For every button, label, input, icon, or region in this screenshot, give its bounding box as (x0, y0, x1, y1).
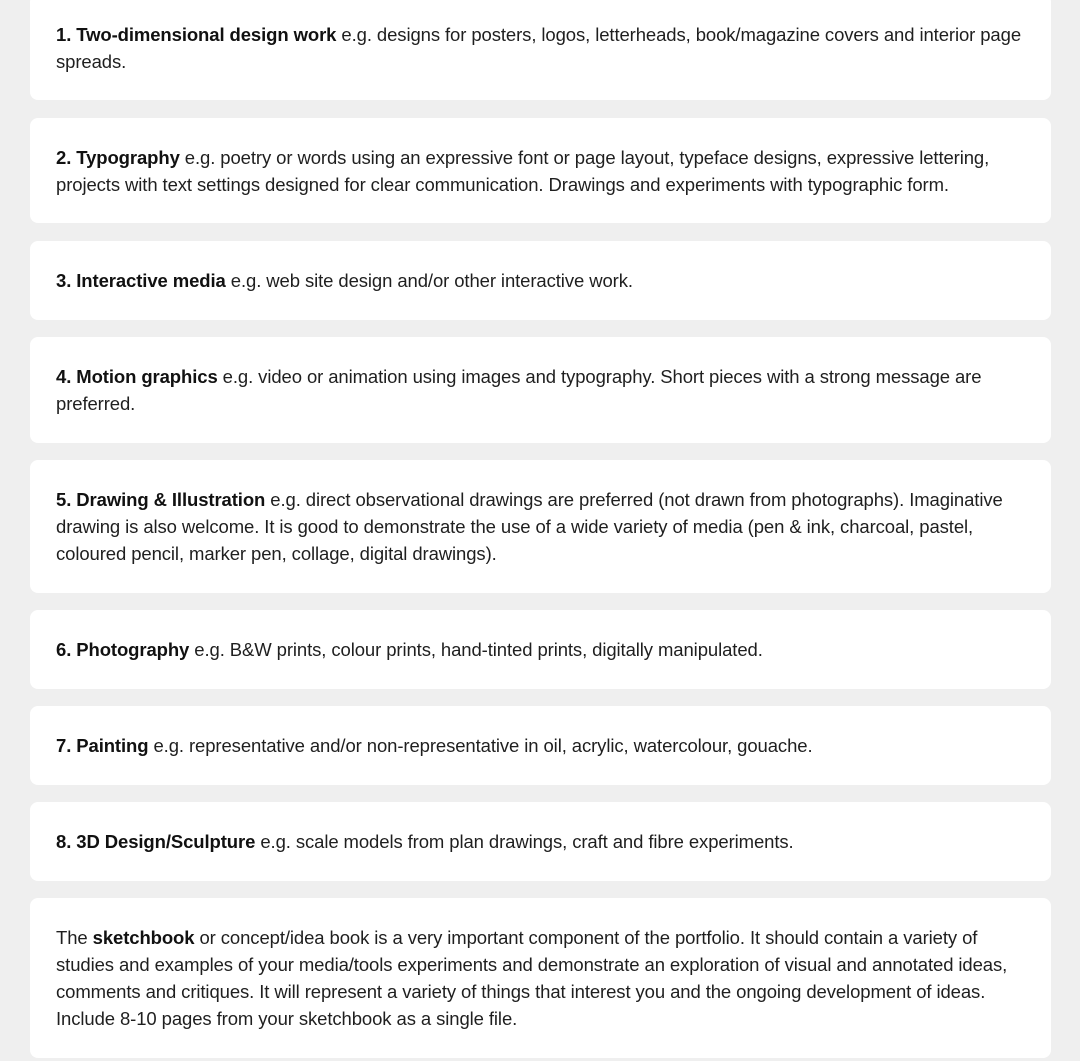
category-description (56, 732, 1021, 759)
sketchbook-description (56, 924, 1021, 1032)
category-title: 5. Drawing & Illustration (56, 489, 266, 510)
category-text: e.g. direct observational drawings are preferred (not drawn from photographs). Imaginative drawing is also welcome. It is good to demonstrate the use of a wide variety of media (pen & ink, charcoal, pastel, coloured pencil, marker pen, collage, digital drawings). (56, 489, 1003, 564)
category-text: e.g. designs for posters, logos, letterheads, book/magazine covers and interior page spreads. (56, 24, 1022, 72)
sketchbook-keyword: sketchbook (92, 927, 195, 948)
category-card-3d-design-sculpture (30, 802, 1051, 881)
category-title: 3. Interactive media (56, 270, 226, 291)
category-description (56, 828, 1021, 855)
category-title: 1. Two-dimensional design work (56, 24, 337, 45)
category-card-typography (30, 118, 1051, 223)
category-title: 2. Typography (56, 147, 180, 168)
category-title: 4. Motion graphics (56, 366, 218, 387)
category-title: 6. Photography (56, 639, 190, 660)
category-text: e.g. B&W prints, colour prints, hand-tinted prints, digitally manipulated. (189, 639, 763, 660)
category-card-motion-graphics (30, 337, 1051, 443)
category-description (56, 144, 1021, 198)
category-card-drawing-illustration (30, 460, 1051, 593)
category-text: e.g. scale models from plan drawings, craft and fibre experiments. (255, 831, 794, 852)
category-text: e.g. poetry or words using an expressive font or page layout, typeface designs, expressive lettering, projects with text settings designed for clear communication. Drawings and experiments with typographic form. (56, 147, 990, 195)
category-card-painting (30, 706, 1051, 785)
category-description (56, 21, 1021, 75)
sketchbook-text-before: The (56, 927, 93, 948)
category-title: 7. Painting (56, 735, 149, 756)
category-description (56, 267, 1021, 294)
category-description (56, 486, 1021, 567)
sketchbook-text-after: or concept/idea book is a very important component of the portfolio. It should contain a variety of studies and examples of your media/tools experiments and demonstrate an exploration of visual and annotated ideas, comments and critiques. It will represent a variety of things that interest you and the ongoing development of ideas. Include 8-10 pages from your sketchbook as a single file. (56, 927, 1008, 1029)
category-text: e.g. representative and/or non-representative in oil, acrylic, watercolour, gouache. (148, 735, 813, 756)
category-card-photography (30, 610, 1051, 689)
category-text: e.g. web site design and/or other interactive work. (225, 270, 633, 291)
category-title: 8. 3D Design/Sculpture (56, 831, 256, 852)
category-card-two-dimensional-design (30, 0, 1051, 100)
sketchbook-card (30, 898, 1051, 1058)
category-text: e.g. video or animation using images and typography. Short pieces with a strong message are preferred. (56, 366, 982, 414)
category-description (56, 363, 1021, 417)
category-card-interactive-media (30, 241, 1051, 320)
category-description (56, 636, 1021, 663)
